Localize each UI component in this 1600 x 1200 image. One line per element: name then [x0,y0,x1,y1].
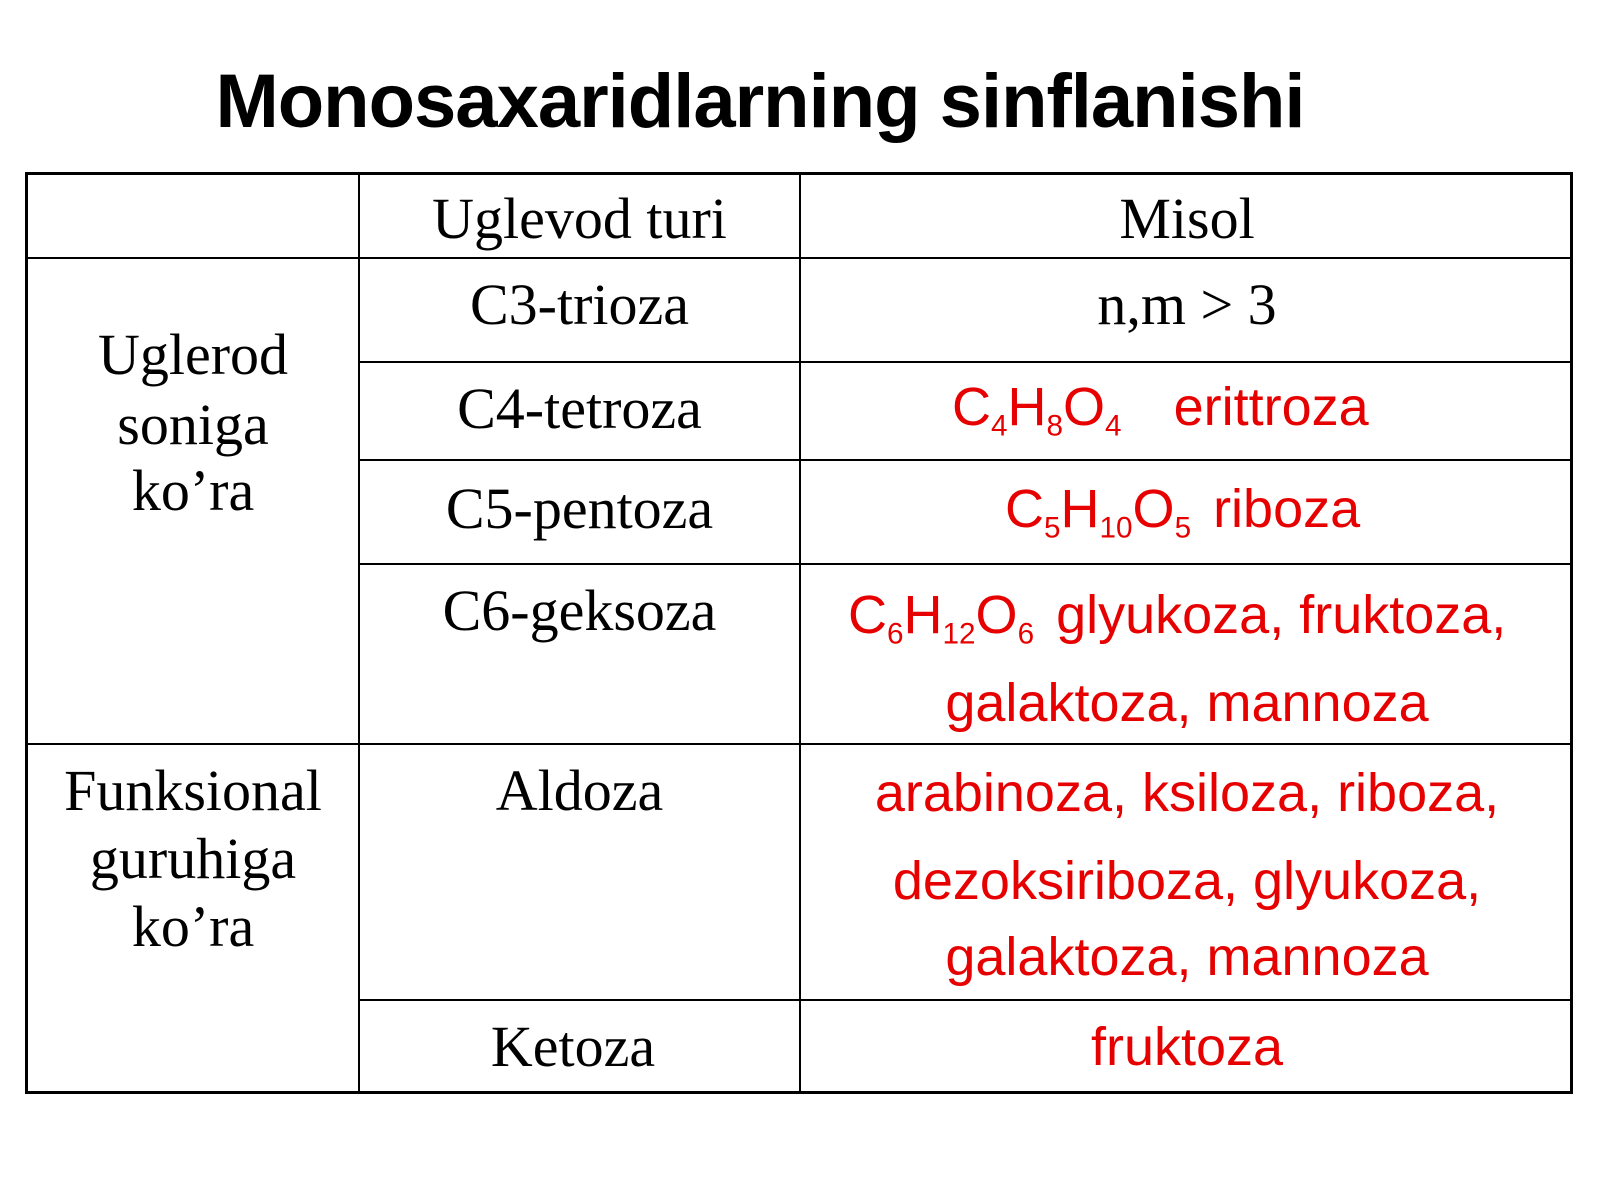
example-c5 [1005,479,1361,545]
header-type: Uglevod turi [432,186,727,251]
row-divider [358,361,1573,363]
example-c5-name: riboza [1213,479,1361,539]
example-c4 [952,377,1369,443]
group1-label-line3: ko’ra [131,458,255,523]
group2-label-line1: Funksional [64,758,322,823]
example-c4-name: erittroza [1173,377,1369,437]
type-c3: C3-trioza [469,272,690,337]
row-divider [358,459,1573,461]
example-aldoza-line2: dezoksiriboza, glyukoza, [892,851,1482,911]
example-aldoza-line1: arabinoza, ksiloza, riboza, [874,763,1500,823]
group1-label-line2: soniga [117,392,269,457]
formula-c6: $C_6H_{12}O_6$ [848,585,1035,651]
slide-title: Monosaxaridlarning sinflanishi [215,59,1305,144]
row-divider [358,999,1573,1001]
group2-label-line3: ko’ra [131,894,255,959]
type-c6: C6-geksoza [442,578,717,643]
row-divider [25,743,1573,745]
type-c4: C4-tetroza [457,376,702,441]
example-c6-line2: galaktoza, mannoza [945,673,1429,733]
row-divider [358,563,1573,565]
type-c5: C5-pentoza [445,476,714,541]
group2-label-line2: guruhiga [89,826,297,891]
type-aldoza: Aldoza [495,758,664,823]
formula-c5: $C_5H_{10}O_5$ [1005,479,1192,545]
type-ketoza: Ketoza [490,1014,656,1079]
formula-c4: $C_4H_8O_4$ [952,377,1122,443]
example-c6-line1 [848,585,1507,651]
row-divider [25,257,1573,259]
example-ketoza: fruktoza [1090,1017,1284,1077]
example-c6-names: glyukoza, fruktoza, [1056,585,1507,645]
header-example: Misol [1119,186,1255,251]
example-c3: n,m > 3 [1097,272,1277,337]
example-aldoza-line3: galaktoza, mannoza [945,927,1429,987]
group1-label-line1: Uglerod [97,322,289,387]
